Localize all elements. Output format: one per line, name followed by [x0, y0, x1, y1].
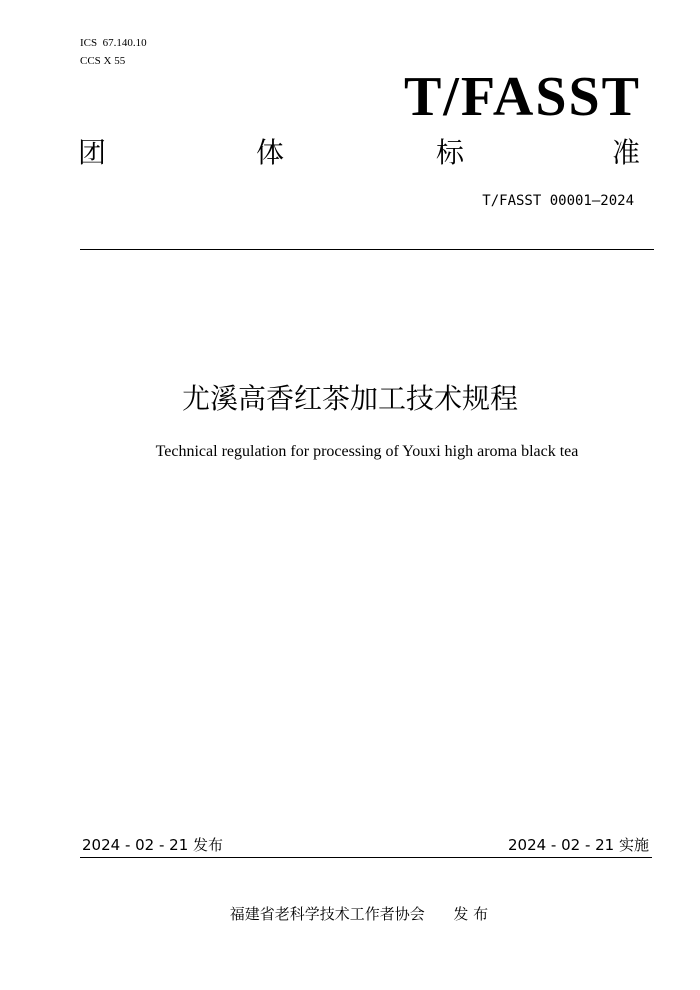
standard-kind-char: 准	[612, 136, 641, 169]
standard-kind-char: 团	[78, 136, 107, 169]
document-title-english: Technical regulation for processing of Youxi high aroma black tea	[155, 443, 579, 460]
standard-kind-char: 体	[256, 136, 285, 169]
document-title: 尤溪高香红茶加工技术规程	[181, 382, 518, 415]
publish-date: 2024 - 02 - 21 发布	[82, 836, 224, 854]
ics-code: ICS 67.140.10	[80, 37, 147, 49]
implement-date: 2024 - 02 - 21 实施	[507, 836, 649, 854]
standard-kind-char: 标	[436, 136, 465, 169]
publisher: 福建省老科学技术工作者协会 发 布	[229, 905, 489, 923]
footer-divider	[80, 857, 652, 858]
ccs-code: CCS X 55	[80, 55, 126, 67]
organization-brand: T/FASST	[403, 66, 641, 128]
standard-number: T/FASST 00001—2024	[482, 193, 634, 209]
header-divider	[80, 249, 654, 250]
